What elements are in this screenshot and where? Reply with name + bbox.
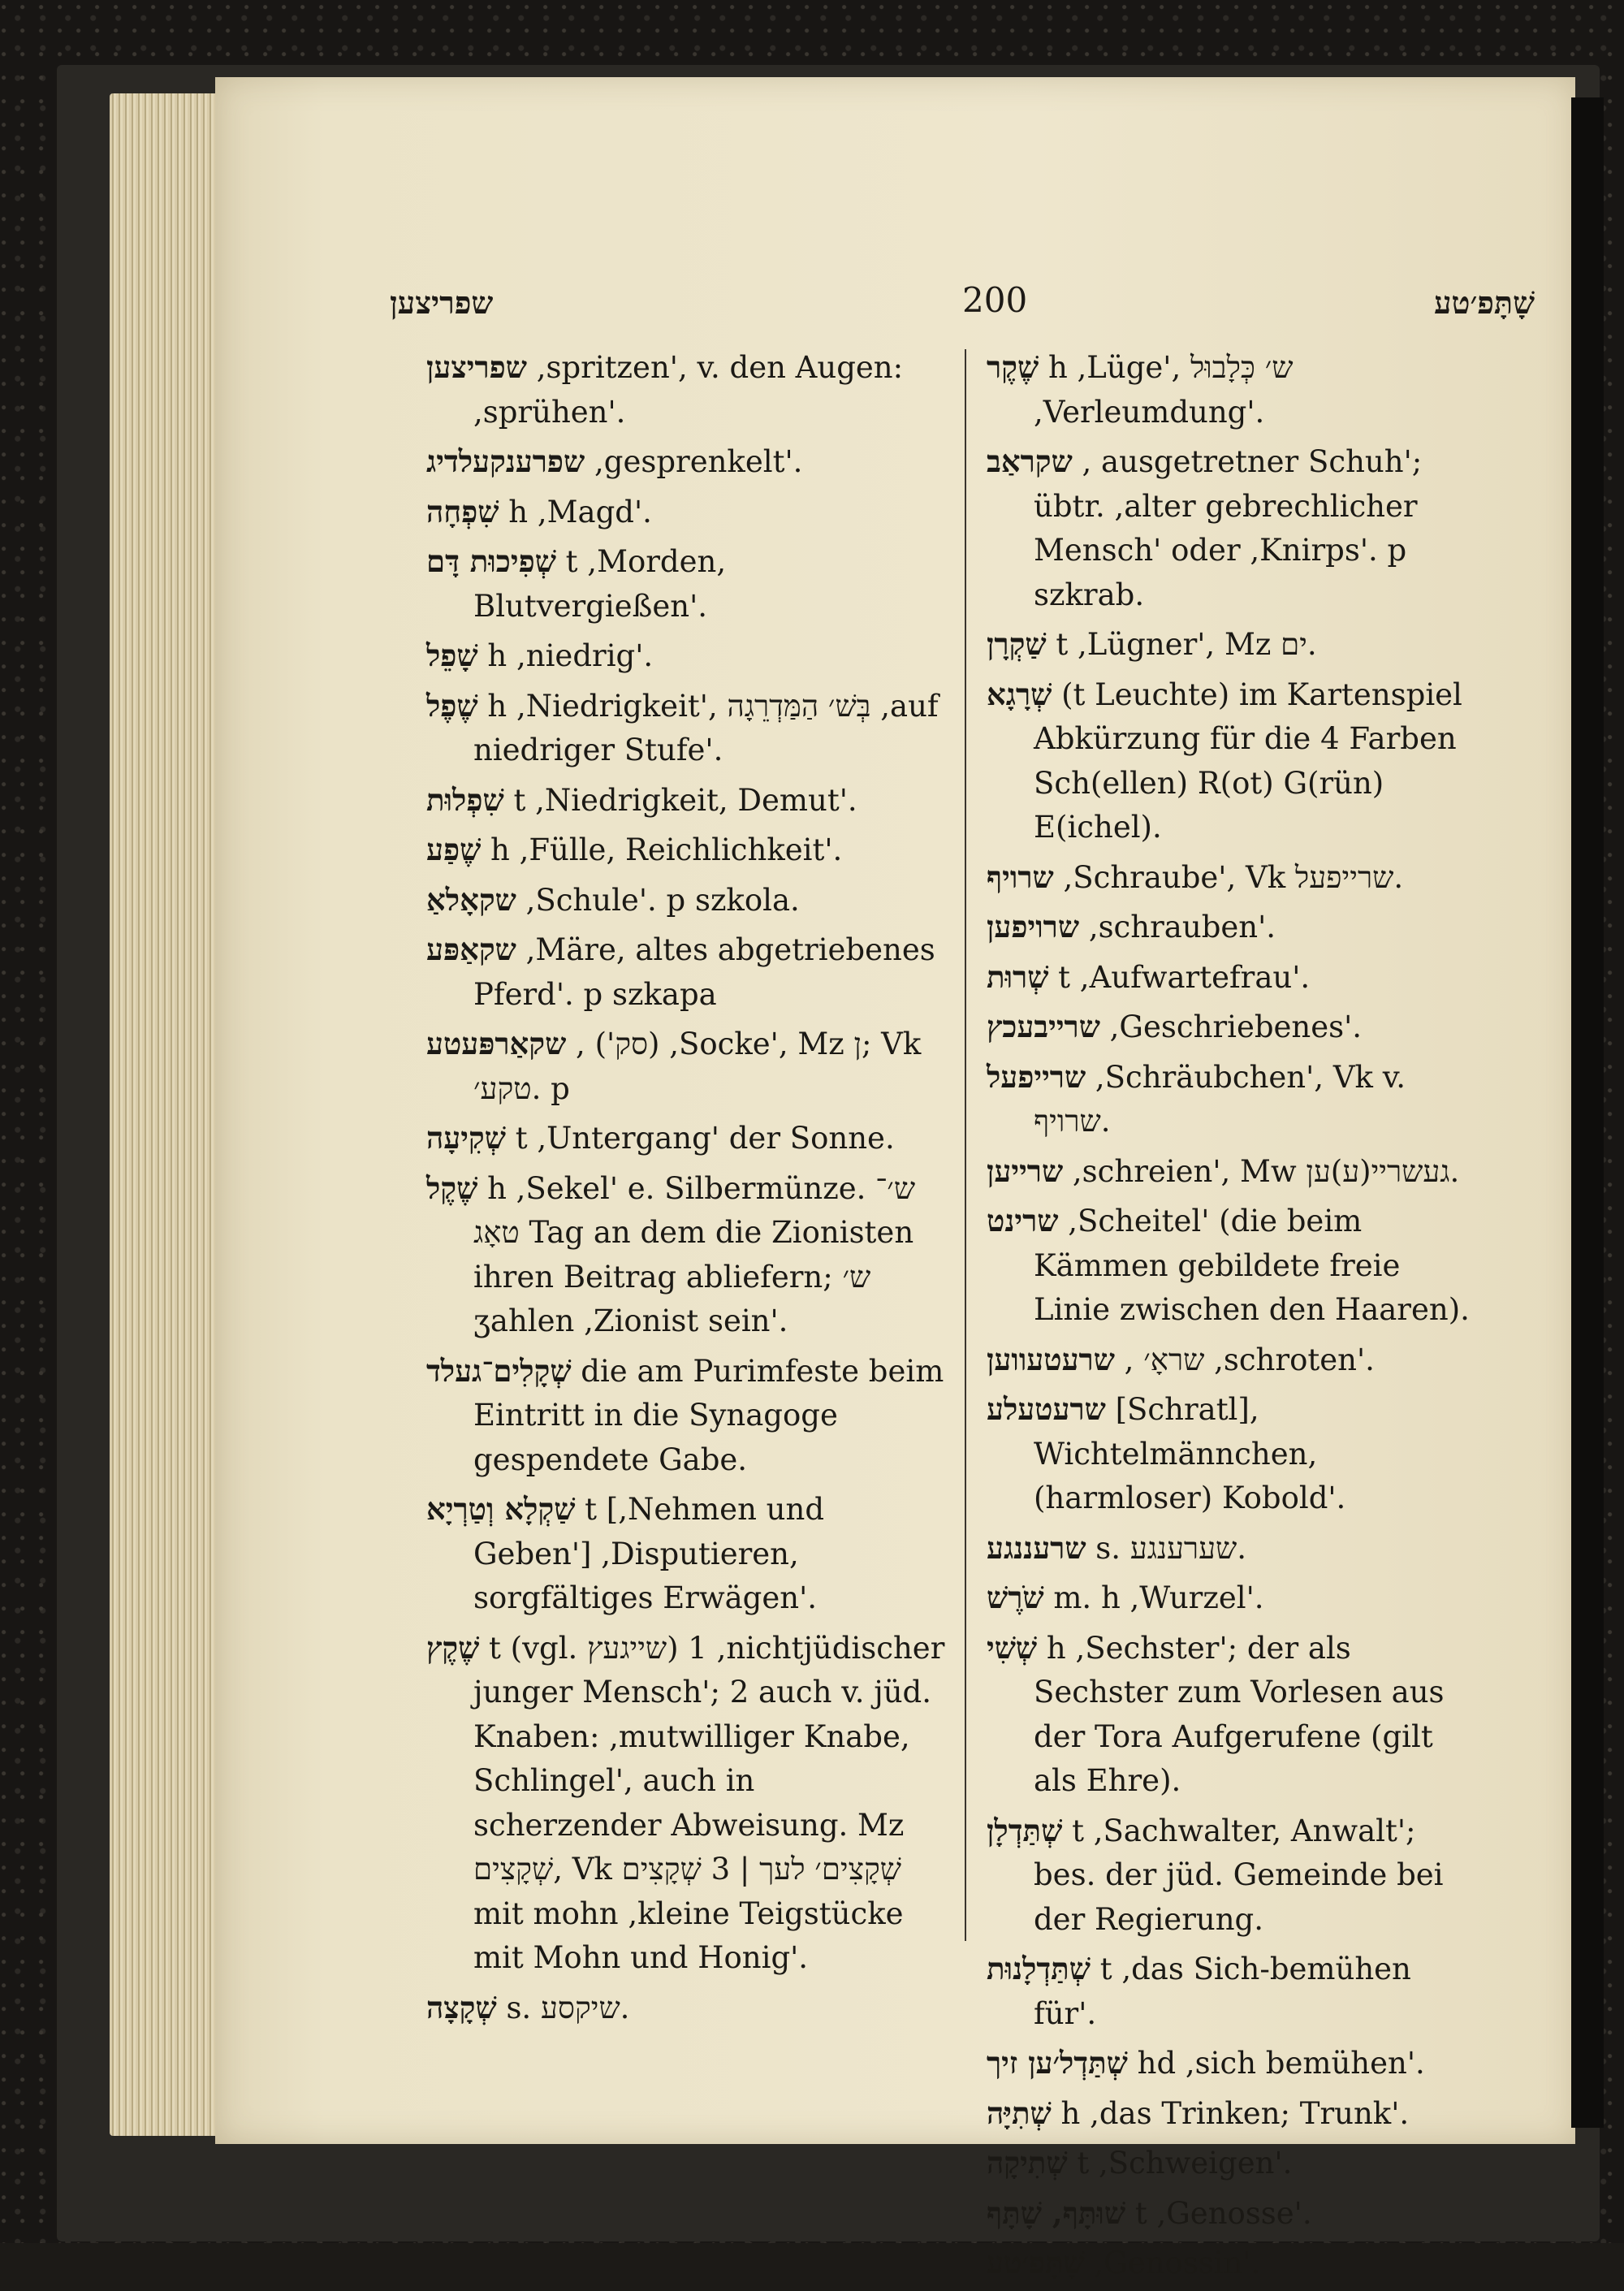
dictionary-entry: [987, 672, 1478, 850]
headword: שׁוּתָּף, שָׁתָּף: [987, 2194, 1126, 2231]
headword: שרויפען: [987, 909, 1080, 944]
definition: t ,Morden, Blutvergießen'.: [473, 544, 727, 624]
dictionary-entry: [987, 1338, 1478, 1383]
dictionary-entry: [426, 439, 950, 485]
headword: שרייפעל: [987, 1058, 1086, 1095]
dictionary-entry: [426, 539, 950, 629]
headword: שֶׁקֶל: [426, 1169, 478, 1206]
headword: שקאַרפּעטע: [426, 1026, 567, 1061]
definition: t ,Aufwartefrau'.: [1058, 959, 1311, 995]
definition: t ,Schweigen'.: [1077, 2146, 1293, 2181]
dictionary-entry: [987, 622, 1478, 668]
headword: שְׁרָגָא: [987, 676, 1052, 712]
headword: שֶׁפֶל: [426, 687, 478, 724]
dictionary-entry: [426, 490, 950, 535]
headword: שרעטעווען: [987, 1341, 1115, 1377]
definition: ,schrauben'.: [1088, 910, 1276, 944]
definition: , ('סק) ,Socke', Mz ן; Vk טקע׳. p: [473, 1027, 922, 1106]
right-column: [987, 345, 1478, 2291]
headword: שָׁתָּפ׳טע: [987, 2245, 1085, 2280]
headword: שֶׁקֶר: [987, 349, 1039, 385]
definition: ,gesprenkelt'.: [594, 444, 803, 479]
dictionary-entry: [987, 1526, 1478, 1571]
headword: שקאָלאַ: [426, 881, 516, 918]
dictionary-entry: [987, 855, 1478, 901]
left-column: [426, 345, 950, 2035]
left-catchword: שפריצען: [390, 284, 494, 321]
headword: שְׁתִיָּה: [987, 2094, 1052, 2131]
definition: ,Schräubchen', Vk v. שרויף.: [1034, 1059, 1406, 1139]
dictionary-entry: [426, 1116, 950, 1161]
dictionary-entry: [426, 633, 950, 679]
dictionary-entry: [987, 1055, 1478, 1144]
book-gutter: [1571, 97, 1604, 2128]
headword: שְׁרוּת: [987, 958, 1049, 995]
headword: שְׁקָלִים־געלד: [426, 1352, 572, 1389]
definition: h ,Niedrigkeit', בְּשׁ׳ הַמַּדְרֵגָה ,auf niedriger Stufe'.: [473, 688, 939, 767]
definition: hd ,sich bemühen'.: [1137, 2046, 1425, 2081]
dictionary-entry: [987, 1947, 1478, 2036]
headword: שָׁפֵל: [426, 638, 478, 673]
page-edges: [110, 93, 231, 2136]
definition: t [,Nehmen und Geben'] ,Disputieren, sorgfältiges Erwägen'.: [473, 1492, 825, 1615]
headword: שְׁשִׁי: [987, 1629, 1038, 1666]
headword: שקאַפּע: [426, 932, 516, 967]
headword: שפרענקעלדיג: [426, 443, 585, 479]
definition: h ,niedrig'.: [487, 638, 654, 673]
dictionary-entry: [987, 2191, 1478, 2237]
definition: ,Scheitel' (die beim Kämmen gebildete freie Linie zwischen den Haaren).: [1034, 1204, 1470, 1327]
definition: h ,Magd'.: [508, 494, 652, 530]
headword: שֶׁפַע: [426, 832, 482, 867]
dictionary-entry: [987, 1199, 1478, 1333]
definition: ,Schule'. p szkola.: [525, 882, 800, 918]
dictionary-entry: [987, 1387, 1478, 1521]
headword: שרינט: [987, 1203, 1059, 1238]
dictionary-entry: [426, 1349, 950, 1483]
definition: t ,Genosse'.: [1134, 2195, 1312, 2231]
headword: שִׁפְחָה: [426, 493, 499, 530]
headword: שַׁקְלָא וְטַרְיָא: [426, 1491, 576, 1527]
right-catchword: שָׁתָּפ׳טע: [1434, 284, 1535, 321]
definition: die am Purimfeste beim Eintritt in die Synagoge gespendete Gabe.: [473, 1353, 944, 1477]
definition: t ,Sachwalter, Anwalt'; bes. der jüd. Gemeinde bei der Regierung.: [1034, 1813, 1444, 1937]
dictionary-entry: [987, 2041, 1478, 2086]
dictionary-entry: [426, 778, 950, 823]
definition: h ,Lüge', ש׳ כְּלָבוּל ,Verleumdung'.: [1034, 350, 1294, 430]
headword: שְׁתִיקָה: [987, 2145, 1068, 2181]
definition: s. שערענגע.: [1095, 1530, 1247, 1566]
headword: שְׁתַּדְלָן: [987, 1812, 1063, 1848]
headword: שִׁפְלוּת: [426, 781, 504, 818]
dictionary-entry: [987, 2141, 1478, 2186]
definition: h ,Sekel' e. Silbermünze. ש׳־טאָג Tag an dem die Zionisten ihren Beitrag abliefern; ש׳ ʒahlen ,Zionist sein'.: [473, 1170, 916, 1338]
dictionary-entry: [426, 927, 950, 1017]
definition: s. שיקסע.: [506, 1990, 630, 2025]
headword: שרייבעכץ: [987, 1009, 1100, 1044]
definition: , שראָ׳ ,schroten'.: [1124, 1342, 1375, 1377]
definition: ,Geschriebenes'.: [1109, 1009, 1363, 1044]
dictionary-entry: [426, 684, 950, 773]
headword: שרעטעלע: [987, 1391, 1106, 1427]
page-number: 200: [962, 280, 1028, 320]
headword: שְׁקִיעָה: [426, 1120, 506, 1156]
dictionary-entry: [987, 439, 1478, 617]
dictionary-entry: [987, 1149, 1478, 1195]
headword: שֶׁקֶץ: [426, 1629, 480, 1666]
dictionary-entry: [426, 878, 950, 923]
dictionary-entry: [987, 2241, 1478, 2286]
dictionary-entry: [987, 1809, 1478, 1943]
headword: שרויף: [987, 858, 1054, 895]
definition: t (vgl. שייגעץ) 1 ,nichtjüdischer junger Mensch'; 2 auch v. jüd. Knaben: ,mutwilliger Knabe, Schlingel', auch in scherzender Abweisung. Mz שְׁקָצִים, Vk שְׁקָצִים׳ לעך | 3 שְׁקָצִים mit mohn ,kleine Teigstücke mit Mohn und Honig'.: [473, 1630, 945, 1975]
dictionary-entry: [426, 1487, 950, 1621]
definition: ,schreien', Mw געשריי(ע)ען.: [1072, 1153, 1460, 1189]
dictionary-entry: [987, 905, 1478, 950]
definition: ,Genossin'.: [1094, 2246, 1261, 2280]
definition: m. h ,Wurzel'.: [1053, 1580, 1264, 1615]
headword: שֹׁרֶשׁ: [987, 1580, 1044, 1615]
definition: , ausgetretner Schuh'; übtr. ,alter gebrechlicher Mensch' oder ,Knirps'. p szkrab.: [1034, 444, 1423, 612]
headword: שרייען: [987, 1152, 1064, 1189]
headword: שְׁתַּדְלָנוּת: [987, 1951, 1091, 1986]
dictionary-entry: [426, 1626, 950, 1981]
headword: שְׁפִיכוּת דָּם: [426, 543, 556, 579]
dictionary-entry: [426, 345, 950, 434]
headword: שקראַב: [987, 443, 1073, 479]
headword: שְׁקָצָה: [426, 1989, 497, 2025]
definition: [Schratl], Wichtelmännchen, (harmloser) Kobold'.: [1034, 1392, 1346, 1515]
dictionary-entry: [987, 345, 1478, 434]
page-header: [390, 280, 1543, 329]
definition: t ,Lügner', Mz ים.: [1056, 627, 1317, 662]
dictionary-entry: [426, 1022, 950, 1111]
dictionary-entry: [987, 2091, 1478, 2137]
dictionary-entry: [987, 1576, 1478, 1621]
definition: t ,Niedrigkeit, Demut'.: [513, 782, 857, 818]
definition: h ,Fülle, Reichlichkeit'.: [490, 832, 843, 867]
definition: t ,das Sich-bemühen für'.: [1034, 1952, 1411, 2031]
definition: (t Leuchte) im Kartenspiel Abkürzung für die 4 Farben Sch(ellen) R(ot) G(rün) E(ichel).: [1034, 676, 1462, 845]
dictionary-entry: [987, 1626, 1478, 1804]
dictionary-entry: [426, 1986, 950, 2031]
headword: שְׁתַּדְל׳ען זיך: [987, 2045, 1128, 2081]
definition: h ,das Trinken; Trunk'.: [1060, 2095, 1410, 2131]
definition: ,spritzen', v. den Augen: ,sprühen'.: [473, 350, 904, 430]
definition: h ,Sechster'; der als Sechster zum Vorlesen aus der Tora Aufgerufene (gilt als Ehre).: [1034, 1630, 1445, 1798]
definition: ,Schraube', Vk שרייפעל.: [1063, 859, 1404, 895]
definition: ,Märe, altes abgetriebenes Pferd'. p szkapa: [473, 932, 935, 1012]
dictionary-entry: [426, 828, 950, 873]
headword: שפריצען: [426, 349, 527, 385]
column-divider: [965, 349, 966, 1941]
dictionary-entry: [987, 955, 1478, 1001]
headword: שַׁקְרָן: [987, 626, 1047, 662]
dictionary-entry: [426, 1166, 950, 1344]
definition: t ,Untergang' der Sonne.: [515, 1121, 895, 1156]
headword: שרעננגע: [987, 1529, 1086, 1566]
dictionary-entry: [987, 1005, 1478, 1050]
